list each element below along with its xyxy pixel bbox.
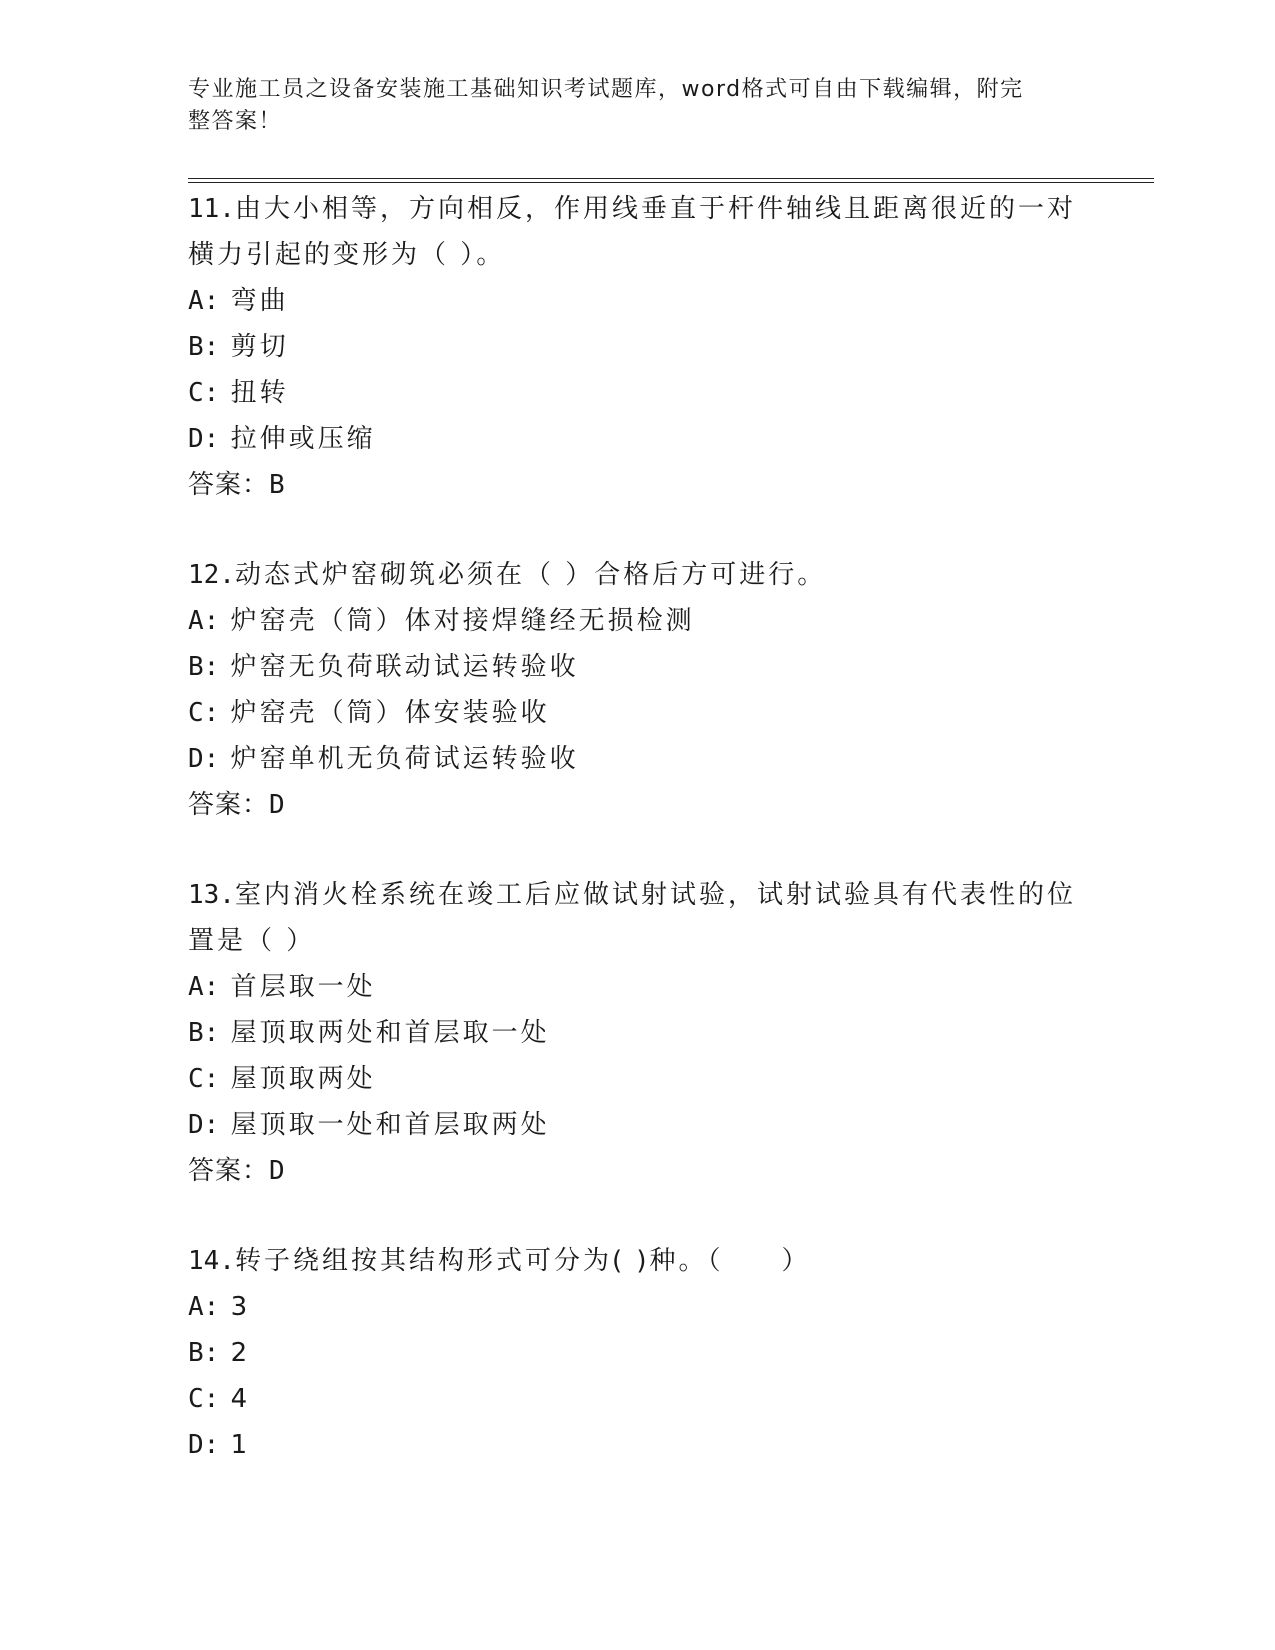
question-number: 12. [188,560,235,590]
answer-value: D [269,1156,286,1186]
option-text: 屋顶取两处 [230,1064,376,1094]
answer-value: B [269,470,286,500]
question-number: 13. [188,880,235,910]
question-11 [188,186,1088,508]
option-text: 屋顶取两处和首层取一处 [230,1018,550,1048]
answer-line [188,462,1088,508]
option-text: 首层取一处 [230,972,376,1002]
option-key: A: [188,606,220,636]
question-number: 14. [188,1246,235,1276]
option-text: 炉窑壳（筒）体安装验收 [230,698,550,728]
option-d [188,1422,1088,1468]
option-c [188,1056,1088,1102]
option-key: B: [188,1338,220,1368]
question-stem-line-2: 置是（ ） [188,926,316,956]
option-text: 炉窑单机无负荷试运转验收 [230,744,579,774]
option-c [188,690,1088,736]
answer-label: 答案： [188,470,270,500]
option-text: 4 [230,1384,251,1414]
option-b [188,324,1088,370]
option-b [188,1330,1088,1376]
question-stem-line-2: 横力引起的变形为（ ）。 [188,240,506,270]
option-a [188,964,1088,1010]
option-key: C: [188,698,220,728]
answer-label: 答案： [188,1156,270,1186]
option-text: 弯曲 [230,286,289,316]
option-key: B: [188,332,220,362]
header-line-2: 整答案！ [188,109,283,134]
option-text: 炉窑无负荷联动试运转验收 [230,652,579,682]
question-stem-line-1: 动态式炉窑砌筑必须在（ ）合格后方可进行。 [234,560,827,590]
option-d [188,736,1088,782]
question-stem [188,186,1088,232]
option-text: 拉伸或压缩 [230,424,376,454]
question-14 [188,1238,1088,1468]
option-c [188,370,1088,416]
answer-line [188,782,1088,828]
option-text: 2 [230,1338,251,1368]
option-key: A: [188,286,220,316]
document-header [188,74,1068,138]
option-key: B: [188,652,220,682]
option-text: 3 [230,1292,251,1322]
option-key: C: [188,378,220,408]
option-d [188,1102,1088,1148]
option-key: C: [188,1384,220,1414]
header-divider [188,178,1154,183]
option-key: D: [188,1430,220,1460]
question-stem-line-1: 室内消火栓系统在竣工后应做试射试验，试射试验具有代表性的位 [234,880,1076,910]
question-number: 11. [188,194,235,224]
answer-label: 答案： [188,790,270,820]
option-a [188,278,1088,324]
option-key: D: [188,424,220,454]
option-text: 扭转 [230,378,289,408]
question-stem [188,1238,1088,1284]
question-stem-line-1: 转子绕组按其结构形式可分为( )种。（ ） [234,1246,811,1276]
option-key: B: [188,1018,220,1048]
option-text: 剪切 [230,332,289,362]
option-b [188,644,1088,690]
question-13 [188,872,1088,1194]
option-b [188,1010,1088,1056]
answer-value: D [269,790,286,820]
question-stem [188,552,1088,598]
option-text: 屋顶取一处和首层取两处 [230,1110,550,1140]
question-12 [188,552,1088,828]
option-text: 炉窑壳（筒）体对接焊缝经无损检测 [230,606,695,636]
header-line-1: 专业施工员之设备安装施工基础知识考试题库，word格式可自由下载编辑，附完 [188,77,1024,102]
option-d [188,416,1088,462]
option-a [188,1284,1088,1330]
option-text: 1 [230,1430,251,1460]
answer-line [188,1148,1088,1194]
option-key: C: [188,1064,220,1094]
option-key: D: [188,744,220,774]
option-key: D: [188,1110,220,1140]
option-c [188,1376,1088,1422]
question-stem-line-1: 由大小相等，方向相反，作用线垂直于杆件轴线且距离很近的一对 [234,194,1076,224]
option-key: A: [188,1292,220,1322]
question-stem [188,872,1088,918]
option-key: A: [188,972,220,1002]
option-a [188,598,1088,644]
